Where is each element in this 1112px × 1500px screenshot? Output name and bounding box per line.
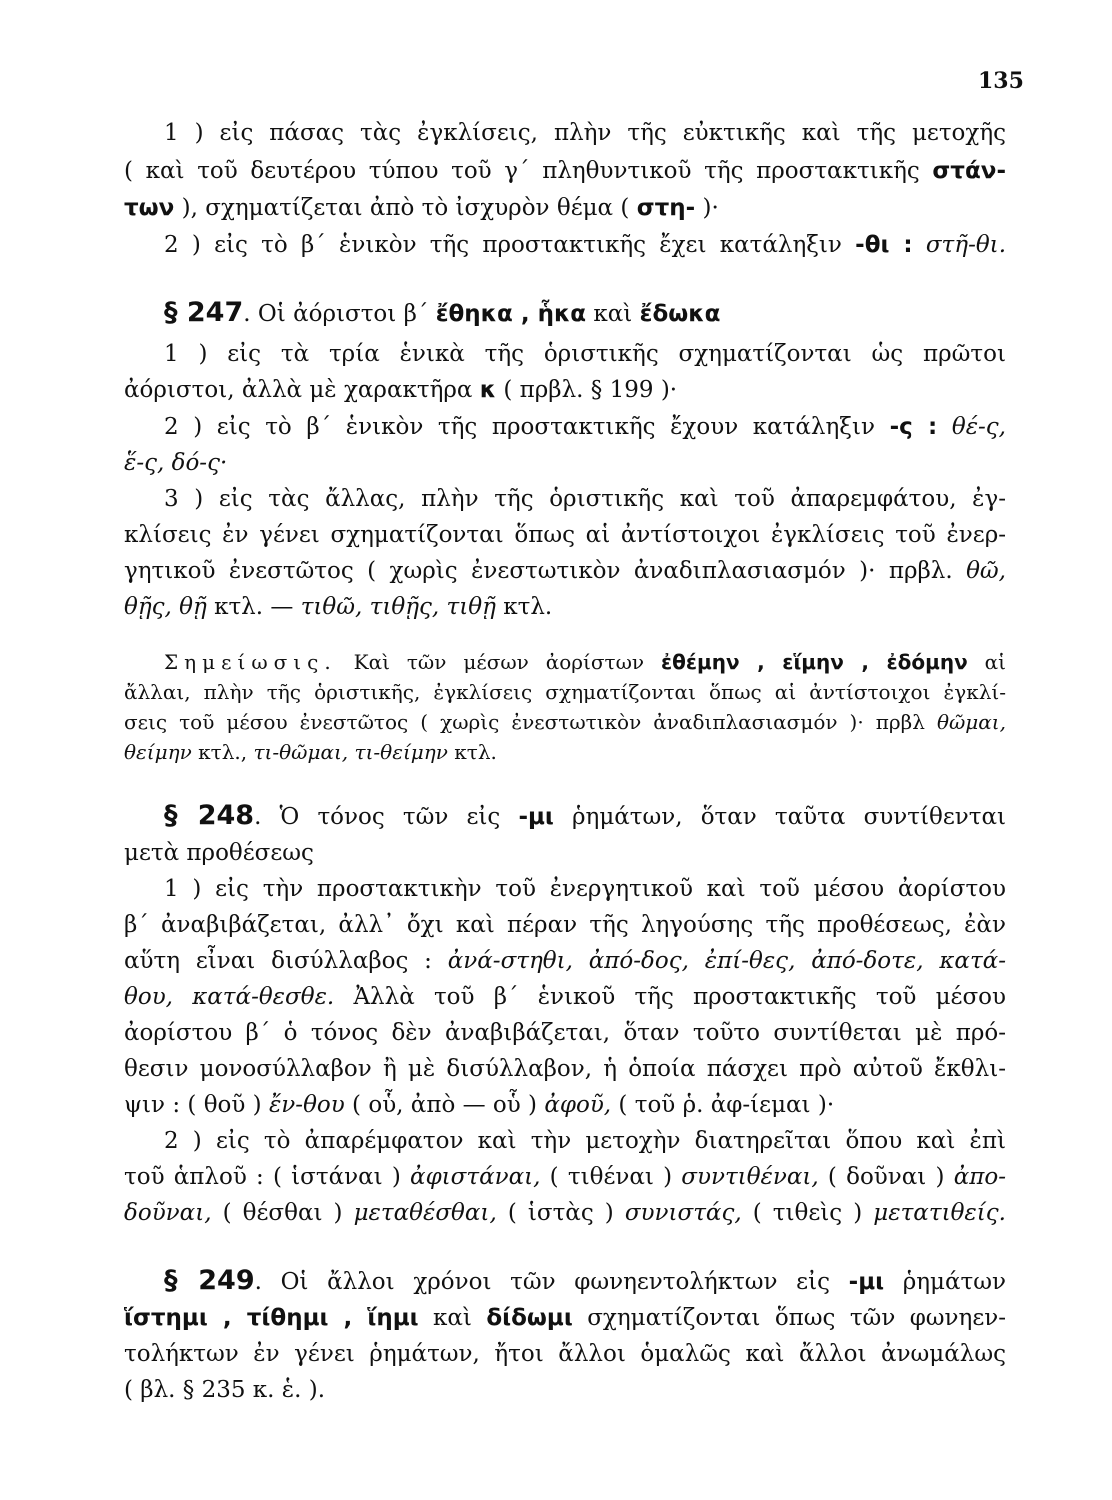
- note-line: ἄλλαι, πλὴν τῆς ὁριστικῆς, ἐγκλίσεις σχηματίζονται ὅπως αἱ ἀντίστοιχοι ἐγκλί-: [124, 680, 1006, 704]
- text-line: κλίσεις ἐν γένει σχηματίζονται ὅπως αἱ ἀντίστοιχοι ἐγκλίσεις τοῦ ἐνερ-: [124, 522, 1006, 548]
- text-line: 1 ) εἰς τὰ τρία ἑνικὰ τῆς ὁριστικῆς σχηματίζονται ὡς πρῶτοι: [164, 341, 1006, 367]
- text-line: 1 ) εἰς τὴν προστακτικὴν τοῦ ἐνεργητικοῦ καὶ τοῦ μέσου ἀορίστου: [164, 876, 1006, 902]
- text-line: ( καὶ τοῦ δευτέρου τύπου τοῦ γ΄ πληθυντικοῦ τῆς προστακτικῆς στάν-: [124, 158, 1006, 184]
- text-line: ἵστημι , τίθημι , ἵημι καὶ δίδωμι σχηματίζονται ὅπως τῶν φωνηεν-: [124, 1305, 1006, 1331]
- text-line: γητικοῦ ἐνεστῶτος ( χωρὶς ἐνεστωτικὸν ἀναδιπλασιασμόν )· πρβλ. θῶ,: [124, 558, 1006, 584]
- text-line: ψιν : ( θοῦ ) ἔν-θου ( οὗ, ἀπὸ — οὗ ) ἀφοῦ, ( τοῦ ῥ. ἀφ-ίεμαι )·: [124, 1092, 835, 1118]
- text-line: 1 ) εἰς πάσας τὰς ἐγκλίσεις, πλὴν τῆς εὐκτικῆς καὶ τῆς μετοχῆς: [164, 120, 1006, 146]
- text-line: των ), σχηματίζεται ἀπὸ τὸ ἰσχυρὸν θέμα ( στη- )·: [124, 195, 719, 221]
- text-line: θεσιν μονοσύλλαβον ἢ μὲ δισύλλαβον, ἡ ὁποία πάσχει πρὸ αὐτοῦ ἔκθλι-: [124, 1056, 1006, 1082]
- text-line: ἀόριστοι, ἀλλὰ μὲ χαρακτῆρα κ ( πρβλ. § 199 )·: [124, 377, 678, 403]
- text-line: μετὰ προθέσεως: [124, 840, 314, 866]
- text-line: ἀορίστου β΄ ὁ τόνος δὲν ἀναβιβάζεται, ὅταν τοῦτο συντίθεται μὲ πρό-: [124, 1020, 1006, 1046]
- text-line: β΄ ἀναβιβάζεται, ἀλλ᾽ ὄχι καὶ πέραν τῆς ληγούσης τῆς προθέσεως, ἐὰν: [124, 912, 1006, 938]
- text-line: ἕ-ς, δό-ς·: [124, 450, 228, 476]
- section-heading: § 249. Οἱ ἄλλοι χρόνοι τῶν φωνηεντολήκτων εἰς -μι ῥημάτων: [164, 1265, 1006, 1296]
- text-line: 3 ) εἰς τὰς ἄλλας, πλὴν τῆς ὁριστικῆς καὶ τοῦ ἀπαρεμφάτου, ἐγ-: [164, 486, 1006, 512]
- text-line: ( βλ. § 235 κ. ἑ. ).: [124, 1377, 326, 1403]
- text-line: θου, κατά-θεσθε. Ἀλλὰ τοῦ β΄ ἑνικοῦ τῆς προστακτικῆς τοῦ μέσου: [124, 984, 1006, 1010]
- section-heading: § 248. Ὁ τόνος τῶν εἰς -μι ῥημάτων, ὅταν ταῦτα συντίθενται: [164, 800, 1006, 831]
- text-line: 2 ) εἰς τὸ β΄ ἑνικὸν τῆς προστακτικῆς ἔχουν κατάληξιν -ς : θέ-ς,: [164, 414, 1006, 440]
- section-heading: § 247. Οἱ ἀόριστοι β΄ ἔθηκα , ἧκα καὶ ἔδωκα: [164, 297, 721, 328]
- text-line: θῇς, θῇ κτλ. — τιθῶ, τιθῇς, τιθῇ κτλ.: [124, 594, 553, 620]
- text-line: 2 ) εἰς τὸ β΄ ἑνικὸν τῆς προστακτικῆς ἔχει κατάληξιν -θι : στῆ-θι.: [164, 232, 1006, 258]
- text-line: τοῦ ἁπλοῦ : ( ἱστάναι ) ἀφιστάναι, ( τιθέναι ) συντιθέναι, ( δοῦναι ) ἀπο-: [124, 1164, 1006, 1190]
- note-line: σεις τοῦ μέσου ἐνεστῶτος ( χωρὶς ἐνεστωτικὸν ἀναδιπλασιασμόν )· πρβλ θῶμαι,: [124, 710, 1006, 734]
- text-line: τολήκτων ἐν γένει ῥημάτων, ἤτοι ἄλλοι ὁμαλῶς καὶ ἄλλοι ἀνωμάλως: [124, 1341, 1006, 1367]
- page-number: 135: [978, 68, 1024, 94]
- note-line: θείμην κτλ., τι-θῶμαι, τι-θείμην κτλ.: [124, 740, 497, 764]
- text-line: αὕτη εἶναι δισύλλαβος : ἀνά-στηθι, ἀπό-δος, ἐπί-θες, ἀπό-δοτε, κατά-: [124, 948, 1006, 974]
- text-line: 2 ) εἰς τὸ ἀπαρέμφατον καὶ τὴν μετοχὴν διατηρεῖται ὅπου καὶ ἐπὶ: [164, 1128, 1006, 1154]
- text-line: δοῦναι, ( θέσθαι ) μεταθέσθαι, ( ἱστὰς ) συνιστάς, ( τιθεὶς ) μετατιθείς.: [124, 1200, 1006, 1226]
- note-line: Σημείωσις. Καὶ τῶν μέσων ἀορίστων ἐθέμην , εἵμην , ἐδόμην αἱ: [164, 650, 1006, 674]
